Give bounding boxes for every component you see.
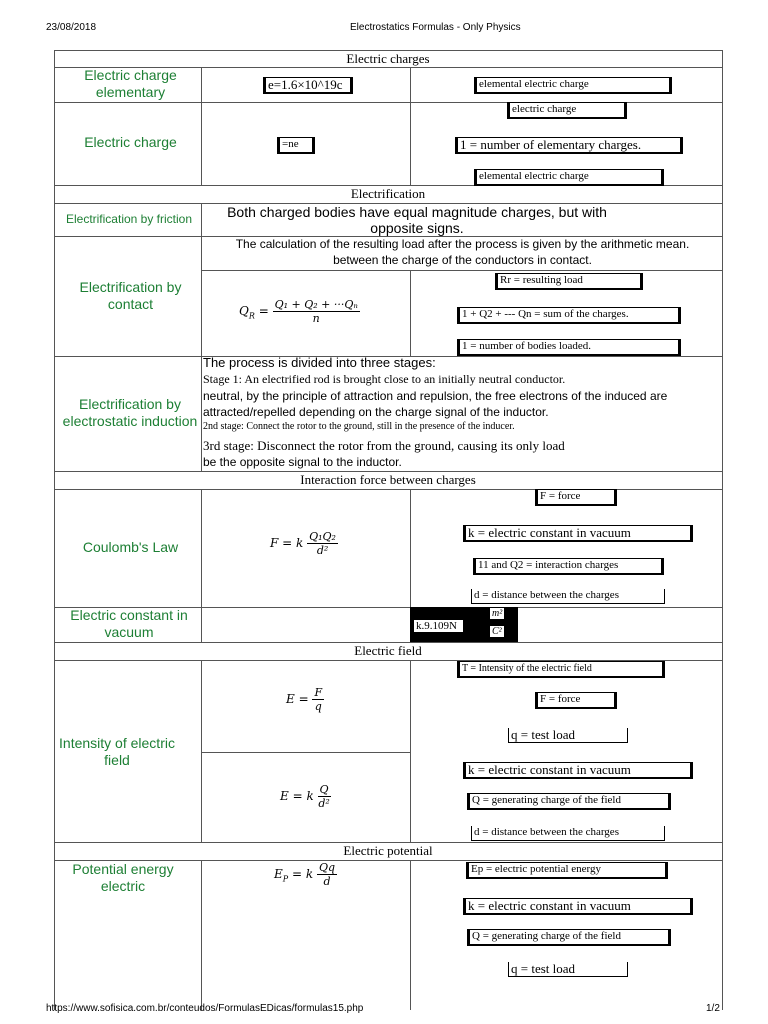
label-contact: Electrification by contact: [79, 279, 182, 312]
section-title-electric-potential: Electric potential: [343, 843, 433, 858]
formula-contact: $Q_R$ = $\frac{\text{Q₁ + Q₂ + ···Qₙ}}{n}$: [239, 298, 358, 325]
def-resulting-load: Rr = resulting load: [495, 273, 643, 290]
text-induction-3: neutral, by the principle of attraction and repulsion, the free electrons of the induced are attracted/repelled depending on the charge signal of the inductor.: [203, 389, 668, 419]
label-elementary-charge: Electric charge elementary: [84, 67, 177, 100]
label-coulomb: Coulomb's Law: [82, 539, 179, 555]
def-electric-constant-3: k = electric constant in vacuum: [463, 898, 693, 915]
section-title-electric-field: Electric field: [354, 643, 422, 658]
label-electric-charge: Electric charge: [84, 134, 177, 150]
def-electric-constant-2: k = electric constant in vacuum: [463, 762, 693, 779]
text-induction-2: Stage 1: An electrified rod is brought close to an initially neutral conductor.: [203, 372, 566, 386]
text-contact-1: The calculation of the resulting load after the process is given by the arithmetic mean.: [235, 237, 690, 251]
label-electric-constant: Electric constant in vacuum: [70, 607, 188, 640]
constant-value-cell: k.9.109N m² C²: [410, 607, 518, 642]
text-induction-1: The process is divided into three stages:: [203, 355, 436, 370]
text-induction-4: 2nd stage: Connect the rotor to the ground, still in the presence of the inducer.: [203, 421, 515, 432]
formula-intensity-1: E = $\frac{F}{q}$: [286, 686, 323, 713]
section-title-interaction-force: Interaction force between charges: [300, 472, 476, 487]
def-distance: d = distance between the charges: [471, 589, 665, 604]
def-test-load-2: q = test load: [508, 962, 628, 977]
page-title: Electrostatics Formulas - Only Physics: [350, 22, 521, 33]
text-induction-6: be the opposite signal to the inductor.: [203, 455, 402, 469]
def-interaction-charges: 11 and Q2 = interaction charges: [473, 558, 664, 575]
text-induction-5: 3rd stage: Disconnect the rotor from the ground, causing its only load: [203, 438, 565, 453]
label-intensity: Intensity of electric field: [59, 735, 175, 768]
def-electric-charge: electric charge: [507, 102, 627, 119]
formula-coulomb: F = k $\frac{\text{Q₁Q₂}}{\text{d²}}$: [270, 530, 336, 557]
def-generating-charge: Q = generating charge of the field: [467, 793, 671, 810]
text-contact-2: between the charge of the conductors in contact.: [333, 253, 592, 267]
def-electric-constant: k = electric constant in vacuum: [463, 525, 693, 542]
def-potential-energy: Ep = electric potential energy: [466, 862, 668, 879]
label-friction: Electrification by friction: [65, 212, 193, 226]
section-title-electrification: Electrification: [350, 186, 426, 201]
formula-potential-energy: $E_P = k$ $\frac{Qq}{d}$: [274, 861, 336, 888]
section-title-electric-charges: Electric charges: [346, 51, 430, 66]
page-number: 1/2: [706, 1003, 720, 1014]
page-url: https://www.sofisica.com.br/conteudos/FormulasEDicas/formulas15.php: [46, 1003, 364, 1014]
def-number-elementary-charges: 1 = number of elementary charges.: [455, 137, 683, 154]
def-test-load: q = test load: [508, 728, 628, 743]
formula-intensity-2: E = k $\frac{Q}{\text{d²}}$: [280, 783, 330, 810]
def-elemental-charge-2: elemental electric charge: [474, 169, 664, 186]
def-distance-2: d = distance between the charges: [471, 826, 665, 841]
def-force: F = force: [535, 489, 617, 506]
print-date: 23/08/2018: [46, 22, 97, 33]
def-sum-of-charges: 1 + Q2 + --- Qn = sum of the charges.: [457, 307, 681, 324]
def-force-2: F = force: [535, 692, 617, 709]
label-induction: Electrification by electrostatic induction: [62, 396, 198, 429]
def-bodies-loaded: 1 = number of bodies loaded.: [457, 339, 681, 356]
formula-elementary-charge: e=1.6×10^19c: [263, 77, 353, 94]
formula-electric-charge: =ne: [277, 137, 315, 154]
text-friction: Both charged bodies have equal magnitude charges, but with opposite signs.: [227, 204, 607, 236]
label-potential-energy: Potential energy electric: [72, 861, 174, 894]
def-generating-charge-2: Q = generating charge of the field: [467, 929, 671, 946]
def-elemental-charge: elemental electric charge: [474, 77, 672, 94]
def-intensity: T = Intensity of the electric field: [457, 661, 665, 678]
